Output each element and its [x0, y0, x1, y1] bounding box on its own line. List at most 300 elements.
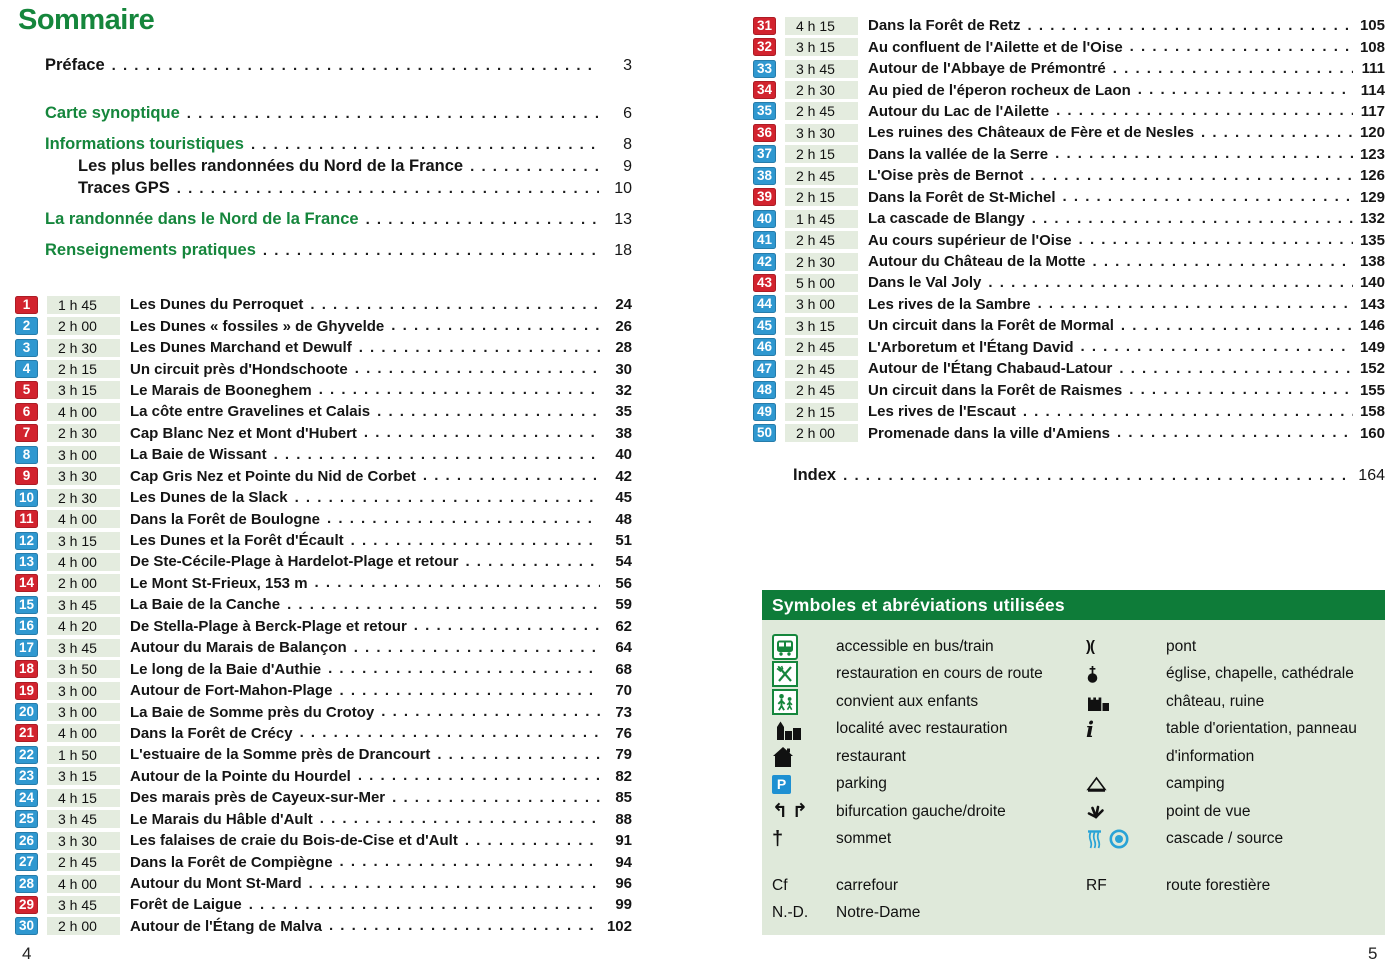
dot-leader: [364, 424, 600, 442]
hike-duration: 1 h 45: [785, 210, 858, 228]
toc-hike-row: [15, 401, 632, 422]
hike-title: Le Marais de Booneghem: [130, 381, 312, 399]
hike-duration: 3 h 45: [47, 639, 120, 657]
hike-number-badge: 24: [15, 789, 38, 807]
hike-page-number: 26: [615, 317, 632, 335]
dot-leader: [358, 767, 600, 785]
hike-number-badge: 21: [15, 724, 38, 742]
hike-duration: 3 h 45: [47, 810, 120, 828]
hike-duration: 3 h 15: [47, 532, 120, 550]
hike-number-badge: 11: [15, 510, 38, 528]
dot-leader: [310, 296, 600, 314]
dot-leader: [381, 703, 600, 721]
parking-icon: P: [772, 775, 836, 794]
hike-page-number: 30: [615, 360, 632, 378]
hike-title: Dans la Forêt de Crécy: [130, 724, 293, 742]
hike-number-badge: 10: [15, 489, 38, 507]
legend-abbreviations: [772, 872, 1377, 926]
cascade-icon: [1086, 828, 1166, 850]
hike-duration: 4 h 20: [47, 617, 120, 635]
toc-entry: [15, 179, 632, 201]
dot-leader: [1055, 145, 1353, 163]
hike-number-badge: 22: [15, 746, 38, 764]
camping-icon: [1086, 776, 1166, 792]
dot-leader: [177, 179, 599, 198]
dot-leader: [1138, 81, 1353, 99]
hike-duration: 3 h 15: [47, 767, 120, 785]
hike-number-badge: 8: [15, 446, 38, 464]
hike-duration: 3 h 15: [785, 317, 858, 335]
hike-number-badge: 6: [15, 403, 38, 421]
hike-page-number: 108: [1359, 38, 1385, 56]
legend-label: camping: [1166, 775, 1225, 793]
dot-leader: [355, 360, 600, 378]
legend-label: parking: [836, 775, 887, 793]
dot-leader: [287, 596, 600, 614]
dot-leader: [1081, 338, 1354, 356]
dot-leader: [465, 832, 600, 850]
hike-page-number: 28: [615, 339, 632, 357]
hike-page-number: 111: [1361, 60, 1385, 78]
dot-leader: [1117, 424, 1353, 442]
hike-page-number: 135: [1359, 231, 1385, 249]
hike-title: Autour du Mont St-Mard: [130, 875, 302, 893]
toc-hike-row: [15, 894, 632, 915]
hike-number-badge: 45: [753, 317, 776, 335]
toc-entry-page-number: 9: [623, 158, 632, 175]
hike-title: Le Marais du Hâble d'Ault: [130, 810, 313, 828]
hike-page-number: 70: [615, 682, 632, 700]
dot-leader: [437, 746, 600, 764]
hike-title: Un circuit dans la Forêt de Mormal: [868, 317, 1114, 335]
hike-title: Dans la Forêt de Compiègne: [130, 853, 333, 871]
legend-label: sommet: [836, 830, 892, 848]
dot-leader: [1038, 295, 1353, 313]
village-icon: [772, 718, 836, 740]
hike-page-number: 140: [1359, 274, 1385, 292]
hike-page-number: 138: [1359, 253, 1385, 271]
dot-leader: [1113, 60, 1353, 78]
hike-number-badge: 15: [15, 596, 38, 614]
summit-icon: †: [772, 828, 784, 851]
castle-icon: [1086, 693, 1166, 711]
hike-page-number: 152: [1359, 360, 1385, 378]
hike-number-badge: 47: [753, 360, 776, 378]
toc-hike-row: [15, 851, 632, 872]
dot-leader: [263, 241, 599, 260]
hike-duration: 4 h 15: [785, 17, 858, 35]
hike-duration: 3 h 45: [785, 60, 858, 78]
hike-duration: 2 h 30: [47, 489, 120, 507]
dot-leader: [366, 210, 599, 229]
dot-leader: [1129, 381, 1353, 399]
legend-row: [772, 743, 1377, 771]
dot-leader: [843, 467, 1352, 485]
hike-title: La cascade de Blangy: [868, 210, 1025, 228]
toc-hike-row: [15, 358, 632, 379]
hike-title: L'Oise près de Bernot: [868, 167, 1024, 185]
abbreviation-row: [772, 872, 1377, 899]
hike-duration: 2 h 45: [785, 167, 858, 185]
hike-title: Les ruines des Châteaux de Fère et de Nesles: [868, 124, 1194, 142]
legend-row: [772, 688, 1377, 716]
hike-duration: 2 h 15: [785, 188, 858, 206]
dot-leader: [1032, 210, 1353, 228]
hike-duration: 4 h 00: [47, 553, 120, 571]
hike-page-number: 32: [615, 381, 632, 399]
index-page-number: 164: [1358, 467, 1385, 484]
dot-leader: [309, 875, 600, 893]
hike-number-badge: 1: [15, 296, 38, 314]
toc-hike-row: [753, 251, 1385, 272]
hike-duration: 3 h 45: [47, 896, 120, 914]
hike-title: Dans le Val Joly: [868, 274, 982, 292]
hike-title: L'Arboretum et l'Étang David: [868, 338, 1074, 356]
dot-leader: [988, 274, 1353, 292]
toc-hike-row: [15, 873, 632, 894]
hike-title: Autour du Château de la Motte: [868, 253, 1086, 271]
toc-hike-row: [15, 573, 632, 594]
hike-page-number: 54: [615, 553, 632, 571]
hike-page-number: 82: [615, 767, 632, 785]
hike-page-number: 88: [615, 810, 632, 828]
toc-hike-row: [15, 487, 632, 508]
toc-hike-list-left: [15, 294, 632, 937]
dot-leader: [1130, 38, 1353, 56]
dot-leader: [1121, 317, 1353, 335]
page-number-right: 5: [1368, 944, 1378, 963]
toc-entry-label: Traces GPS: [78, 179, 170, 197]
dot-leader: [1119, 360, 1353, 378]
bifurcation-icon: ↰↱: [772, 801, 812, 823]
legend-row: [772, 633, 1377, 661]
toc-hike-row: [15, 701, 632, 722]
hike-title: Au confluent de l'Ailette et de l'Oise: [868, 38, 1123, 56]
hike-number-badge: 49: [753, 403, 776, 421]
hike-duration: 3 h 00: [47, 682, 120, 700]
toc-entry-label: Carte synoptique: [45, 104, 180, 122]
hike-title: L'estuaire de la Somme près de Drancourt: [130, 746, 431, 764]
toc-entry: [15, 210, 632, 232]
toc-hike-row: [753, 315, 1385, 336]
toc-hike-row: [15, 809, 632, 830]
toc-hike-row: [753, 101, 1385, 122]
toc-hike-row: [15, 594, 632, 615]
hike-title: Autour de l'Étang de Malva: [130, 917, 322, 935]
dot-leader: [1063, 188, 1353, 206]
legend-body: [762, 620, 1385, 932]
toc-hike-row: [753, 79, 1385, 100]
toc-hike-row: [753, 187, 1385, 208]
hike-page-number: 123: [1359, 145, 1385, 163]
legend-label: pont: [1166, 637, 1197, 655]
dot-leader: [470, 157, 599, 176]
hike-page-number: 73: [615, 703, 632, 721]
hike-number-badge: 12: [15, 532, 38, 550]
hike-duration: 4 h 00: [47, 510, 120, 528]
hike-title: Les rives de l'Escaut: [868, 403, 1016, 421]
hike-number-badge: 14: [15, 574, 38, 592]
hike-duration: 2 h 45: [47, 853, 120, 871]
hike-page-number: 68: [615, 660, 632, 678]
hike-page-number: 94: [615, 853, 632, 871]
dot-leader: [340, 853, 600, 871]
hike-title: Cap Gris Nez et Pointe du Nid de Corbet: [130, 467, 416, 485]
toc-hike-row: [753, 422, 1385, 443]
toc-entry-label: Préface: [45, 56, 105, 74]
hike-title: De Stella-Plage à Berck-Plage et retour: [130, 617, 407, 635]
toc-hike-row: [15, 530, 632, 551]
hike-title: Des marais près de Cayeux-sur-Mer: [130, 789, 386, 807]
hike-page-number: 117: [1360, 102, 1385, 120]
hike-duration: 2 h 45: [785, 381, 858, 399]
legend-label: restauration en cours de route: [836, 665, 1043, 683]
hike-number-badge: 33: [753, 60, 776, 78]
restaurant-icon: [772, 746, 836, 767]
hike-number-badge: 43: [753, 274, 776, 292]
legend-row: [772, 771, 1377, 799]
hike-number-badge: 3: [15, 339, 38, 357]
toc-hike-row: [753, 58, 1385, 79]
legend-row: [772, 798, 1377, 826]
dot-leader: [328, 660, 600, 678]
toc-front-matter: [15, 56, 632, 263]
hike-title: La côte entre Gravelines et Calais: [130, 403, 371, 421]
hike-page-number: 38: [615, 424, 632, 442]
hike-number-badge: 42: [753, 253, 776, 271]
abbreviation: RF: [1086, 876, 1107, 894]
abbreviation-label: route forestière: [1166, 876, 1271, 894]
info-icon: i: [1086, 716, 1094, 742]
legend-label: convient aux enfants: [836, 692, 979, 710]
hike-duration: 3 h 30: [47, 832, 120, 850]
toc-hike-row: [15, 916, 632, 937]
children-icon: [772, 689, 836, 715]
hike-page-number: 143: [1359, 295, 1385, 313]
hike-duration: 3 h 30: [47, 467, 120, 485]
hike-page-number: 24: [615, 296, 632, 314]
legend-row: [772, 826, 1377, 854]
hike-duration: 4 h 00: [47, 875, 120, 893]
toc-hike-row: [753, 337, 1385, 358]
toc-hike-row: [15, 508, 632, 529]
toc-hike-row: [15, 830, 632, 851]
hike-page-number: 120: [1359, 124, 1385, 142]
abbreviation: N.-D.: [772, 903, 809, 921]
hike-number-badge: 41: [753, 231, 776, 249]
dot-leader: [340, 682, 601, 700]
dot-leader: [274, 446, 600, 464]
hike-duration: 2 h 15: [785, 145, 858, 163]
abbreviation-label: Notre-Dame: [836, 903, 921, 921]
hike-number-badge: 19: [15, 682, 38, 700]
toc-hike-row: [753, 36, 1385, 57]
legend-label: table d'orientation, panneau: [1166, 720, 1357, 738]
hike-page-number: 126: [1359, 167, 1385, 185]
hike-title: Autour de l'Abbaye de Prémontré: [868, 60, 1106, 78]
hike-title: Au pied de l'éperon rocheux de Laon: [868, 81, 1131, 99]
dot-leader: [320, 810, 600, 828]
toc-hike-row: [753, 401, 1385, 422]
toc-hike-row: [753, 358, 1385, 379]
hike-duration: 1 h 50: [47, 746, 120, 764]
hike-duration: 2 h 00: [47, 574, 120, 592]
hike-page-number: 96: [615, 875, 632, 893]
dot-leader: [1201, 124, 1353, 142]
hike-number-badge: 39: [753, 188, 776, 206]
hike-duration: 4 h 00: [47, 403, 120, 421]
dot-leader: [414, 617, 600, 635]
hike-number-badge: 23: [15, 767, 38, 785]
hike-number-badge: 35: [753, 102, 776, 120]
dot-leader: [251, 135, 599, 154]
hike-title: Les Dunes Marchand et Dewulf: [130, 339, 352, 357]
hike-duration: 3 h 30: [785, 124, 858, 142]
hike-duration: 4 h 15: [47, 789, 120, 807]
toc-entry-label: Informations touristiques: [45, 135, 244, 153]
hike-page-number: 76: [615, 724, 632, 742]
viewpoint-icon: [1086, 804, 1166, 819]
hike-number-badge: 37: [753, 145, 776, 163]
hike-page-number: 102: [606, 917, 632, 935]
hike-page-number: 59: [615, 596, 632, 614]
hike-page-number: 85: [615, 789, 632, 807]
hike-title: La Baie de Somme près du Crotoy: [130, 703, 375, 721]
legend-label: château, ruine: [1166, 692, 1265, 710]
toc-hike-row: [15, 616, 632, 637]
hike-number-badge: 30: [15, 917, 38, 935]
dot-leader: [329, 917, 600, 935]
toc-hike-row: [15, 680, 632, 701]
toc-entry: [15, 104, 632, 126]
hike-title: Autour du Lac de l'Ailette: [868, 102, 1050, 120]
toc-entry-page-number: 6: [623, 105, 632, 122]
legend-label: point de vue: [1166, 802, 1251, 820]
hike-title: Le long de la Baie d'Authie: [130, 660, 322, 678]
hike-duration: 2 h 45: [785, 231, 858, 249]
hike-page-number: 48: [615, 510, 632, 528]
hike-number-badge: 31: [753, 17, 776, 35]
hike-page-number: 146: [1359, 317, 1385, 335]
hike-duration: 2 h 00: [785, 424, 858, 442]
hike-title: La Baie de Wissant: [130, 446, 267, 464]
hike-number-badge: 32: [753, 38, 776, 56]
toc-hike-row: [15, 637, 632, 658]
dot-leader: [315, 574, 600, 592]
hike-duration: 3 h 50: [47, 660, 120, 678]
dot-leader: [1030, 167, 1353, 185]
legend-label: cascade / source: [1166, 830, 1284, 848]
hike-page-number: 129: [1359, 188, 1385, 206]
toc-hike-row: [753, 165, 1385, 186]
toc-entry: [15, 241, 632, 263]
toc-hike-row: [15, 787, 632, 808]
toc-hike-row: [15, 551, 632, 572]
hike-duration: 3 h 45: [47, 596, 120, 614]
dot-leader: [319, 381, 600, 399]
legend-row: [772, 716, 1377, 744]
legend-label: d'information: [1166, 747, 1255, 765]
hike-duration: 3 h 00: [785, 295, 858, 313]
hike-number-badge: 38: [753, 167, 776, 185]
toc-entry-page-number: 8: [623, 136, 632, 153]
hike-page-number: 56: [615, 574, 632, 592]
dot-leader: [392, 789, 600, 807]
hike-page-number: 51: [615, 532, 632, 550]
hike-number-badge: 36: [753, 124, 776, 142]
hike-page-number: 64: [615, 639, 632, 657]
hike-number-badge: 17: [15, 639, 38, 657]
hike-duration: 2 h 30: [47, 339, 120, 357]
hike-duration: 3 h 00: [47, 703, 120, 721]
legend-label: église, chapelle, cathédrale: [1166, 665, 1354, 683]
hike-page-number: 160: [1359, 424, 1385, 442]
legend-label: bifurcation gauche/droite: [836, 802, 1006, 820]
toc-hike-row: [15, 466, 632, 487]
dot-leader: [300, 724, 600, 742]
hike-number-badge: 28: [15, 875, 38, 893]
hike-duration: 4 h 00: [47, 724, 120, 742]
dot-leader: [327, 510, 600, 528]
toc-hike-row: [15, 444, 632, 465]
hike-title: La Baie de la Canche: [130, 596, 281, 614]
bus-icon: [772, 634, 836, 660]
hike-duration: 2 h 30: [785, 81, 858, 99]
toc-hike-list-right: [753, 15, 1385, 444]
legend-title: Symboles et abréviations utilisées: [762, 590, 1385, 620]
hike-number-badge: 25: [15, 810, 38, 828]
toc-entry-label: La randonnée dans le Nord de la France: [45, 210, 359, 228]
hike-number-badge: 34: [753, 81, 776, 99]
hike-duration: 5 h 00: [785, 274, 858, 292]
legend-label: localité avec restauration: [836, 720, 1008, 738]
toc-entry-label: Les plus belles randonnées du Nord de la France: [78, 157, 464, 175]
dot-leader: [112, 56, 599, 75]
toc-entry-page-number: 10: [614, 180, 632, 197]
toc-hike-row: [15, 744, 632, 765]
hike-title: Autour de la Pointe du Hourdel: [130, 767, 351, 785]
hike-title: Les Dunes « fossiles » de Ghyvelde: [130, 317, 385, 335]
dot-leader: [423, 467, 600, 485]
dot-leader: [354, 639, 600, 657]
dot-leader: [1056, 102, 1353, 120]
hike-duration: 2 h 45: [785, 102, 858, 120]
hike-title: Dans la Forêt de Retz: [868, 17, 1021, 35]
abbreviation-label: carrefour: [836, 876, 899, 894]
hike-page-number: 99: [615, 896, 632, 914]
hike-title: Promenade dans la ville d'Amiens: [868, 424, 1110, 442]
hike-number-badge: 40: [753, 210, 776, 228]
church-icon: [1086, 664, 1166, 685]
page-title: Sommaire: [18, 4, 155, 36]
hike-title: Forêt de Laigue: [130, 896, 242, 914]
dot-leader: [1028, 17, 1353, 35]
toc-entry-page-number: 3: [623, 57, 632, 74]
hike-number-badge: 13: [15, 553, 38, 571]
hike-number-badge: 9: [15, 467, 38, 485]
hike-page-number: 155: [1359, 381, 1385, 399]
toc-entry-page-number: 18: [614, 242, 632, 259]
hike-page-number: 79: [615, 746, 632, 764]
legend-row: [772, 661, 1377, 689]
toc-entry-page-number: 13: [614, 211, 632, 228]
toc-entry: [15, 157, 632, 179]
hike-title: Un circuit près d'Hondschoote: [130, 360, 348, 378]
hike-page-number: 35: [615, 403, 632, 421]
hike-title: Les Dunes et la Forêt d'Écault: [130, 532, 344, 550]
toc-hike-row: [753, 144, 1385, 165]
hike-page-number: 62: [615, 617, 632, 635]
